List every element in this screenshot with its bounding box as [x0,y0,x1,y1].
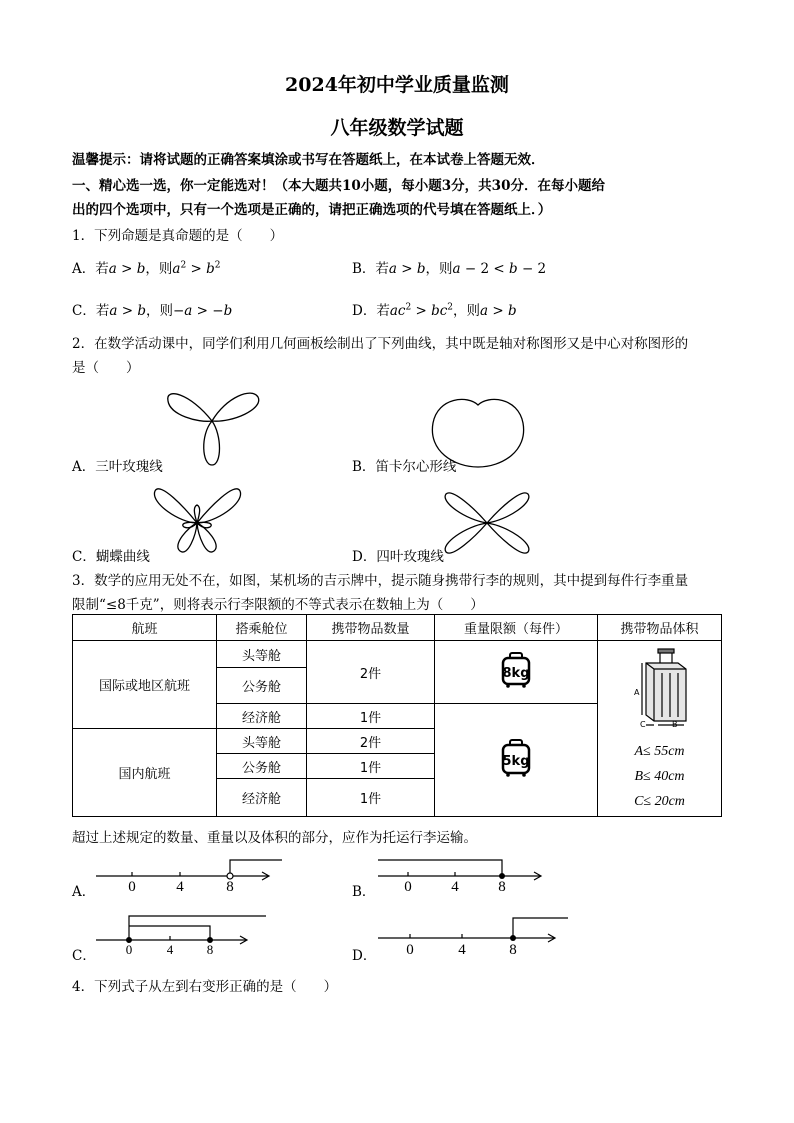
butterfly-curve-figure [150,483,245,558]
tick-4: 4 [458,942,466,958]
section1-line2: 出的四个选项中，只有一个选项是正确的，请把正确选项的代号填在答题纸上．） [72,202,552,218]
tick-8: 8 [226,879,234,895]
domestic-flight-cell: 国内航班 [73,729,217,817]
page-subtitle: 八年级数学试题 [330,117,464,139]
section1-line1: 一、精心选一选，你一定能选对！（本大题共10小题，每小题3分，共30分．在每小题给 [72,178,605,194]
q1-stem: 1．下列命题是真命题的是（ ） [72,228,284,244]
four-leaf-rose-figure [442,484,532,562]
weight-8kg-cell [435,641,598,704]
suitcase-figure [620,647,700,727]
count-cell: 2件 [307,729,435,754]
suitcase-label-b: B [671,720,677,729]
q2-stem-line2: 是（ ） [72,360,140,376]
cabin-cell: 公务舱 [217,754,307,779]
table-header: 重量限额（每件） [435,615,598,641]
q1-option-c: C．若a > b，则−a > −b [72,303,233,319]
table-header-row [73,615,722,641]
cabin-cell: 经济舱 [217,779,307,817]
tick-4: 4 [451,879,459,895]
q2-stem-line1: 2．在数学活动课中，同学们利用几何画板绘制出了下列曲线，其中既是轴对称图形又是中心对称图形的 [72,336,689,352]
cabin-cell: 头等舱 [217,641,307,668]
luggage-rules-table [72,614,722,817]
q3-stem-line2: 限制“≤8千克”，则将表示行李限额的不等式表示在数轴上为（ ） [72,597,484,613]
intl-flight-cell: 国际或地区航班 [73,641,217,729]
number-line-d [378,912,578,960]
q2-option-b: B．笛卡尔心形线 [352,459,457,475]
weight-5kg-label: 5kg [502,754,530,769]
table-header: 携带物品数量 [307,615,435,641]
q3-stem-line1: 3．数学的应用无处不在，如图，某机场的吉示牌中，提示随身携带行李的规则，其中提到每件行李重量 [72,573,689,589]
number-line-b [378,855,548,895]
volume-cell [598,641,722,817]
three-leaf-rose-figure [160,383,270,468]
dimension-b: B≤ 40cm [634,769,685,784]
table-header: 携带物品体积 [598,615,722,641]
tick-0: 0 [125,942,133,957]
weight-5kg-cell [435,704,598,817]
q3-option-c: C． [72,948,96,964]
tick-8: 8 [498,879,506,895]
q3-option-d: D． [352,948,377,964]
table-header: 航班 [73,615,217,641]
q1-option-a: A．若a > b，则$a^2 > b^2$ [72,260,221,277]
q2-option-d: D．四叶玫瑰线 [352,549,444,565]
tick-0: 0 [128,879,136,895]
tick-4: 4 [176,879,184,895]
luggage-5kg-icon [501,739,531,777]
cabin-cell: 公务舱 [217,668,307,704]
dimension-c: C≤ 20cm [634,794,685,809]
page-title: 2024年初中学业质量监测 [285,74,509,96]
cabin-cell: 头等舱 [217,729,307,754]
q3-option-b: B． [352,884,376,900]
count-cell: 1件 [307,754,435,779]
notice: 温馨提示：请将试题的正确答案填涂或书写在答题纸上，在本试卷上答题无效． [72,152,545,168]
weight-8kg-label: 8kg [502,666,530,681]
q4-stem: 4．下列式子从左到右变形正确的是（ ） [72,979,338,995]
count-cell: 2件 [307,641,435,704]
count-cell: 1件 [307,704,435,729]
q3-note: 超过上述规定的数量、重量以及体积的部分，应作为托运行李运输。 [72,830,477,846]
number-line-a [96,855,276,895]
q2-option-c: C．蝴蝶曲线 [72,549,150,565]
q2-option-a: A．三叶玫瑰线 [72,459,163,475]
luggage-8kg-icon [501,652,531,688]
q1-option-d: D．若$ac^2 > bc^2$，则a > b [352,302,517,319]
dimension-a: A≤ 55cm [634,744,685,759]
number-line-c [96,912,276,960]
suitcase-label-a: A [633,688,639,697]
tick-0: 0 [404,879,412,895]
tick-0: 0 [406,942,414,958]
count-cell: 1件 [307,779,435,817]
tick-4: 4 [166,942,174,957]
tick-8: 8 [509,942,517,958]
suitcase-label-c: C [639,720,646,729]
tick-8: 8 [206,942,214,957]
q3-option-a: A． [72,884,96,900]
q1-option-b: B．若a > b，则a − 2 < b − 2 [352,261,547,277]
table-header: 搭乘舱位 [217,615,307,641]
cabin-cell: 经济舱 [217,704,307,729]
